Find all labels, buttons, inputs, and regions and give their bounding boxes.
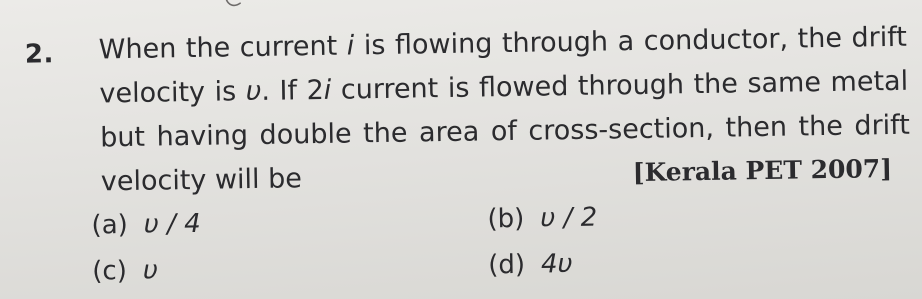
question-line-3: but having double the area of cross-section, then the drift	[99, 109, 911, 154]
option-d[interactable]	[488, 249, 573, 280]
question-line-1: When the current i is flowing through a conductor, the drift	[98, 21, 908, 66]
exam-source: [Kerala PET 2007]	[632, 154, 893, 188]
question-line-4: velocity will be	[100, 163, 303, 198]
option-c-label: (c)	[92, 256, 128, 287]
question-number: 2.	[24, 39, 55, 70]
option-d-value: 4υ	[540, 249, 573, 280]
option-c[interactable]	[92, 256, 158, 287]
option-a[interactable]	[91, 209, 201, 241]
question-line-2: velocity is υ. If 2i current is flowed through the same metal	[99, 65, 909, 110]
option-d-label: (d)	[487, 249, 526, 281]
option-b-value: υ / 2	[540, 202, 598, 234]
option-a-label: (a)	[91, 210, 129, 241]
option-c-value: υ	[142, 255, 159, 286]
option-b-label: (b)	[487, 203, 525, 235]
option-b[interactable]	[487, 203, 597, 235]
pencil-mark	[222, 0, 252, 11]
option-a-value: υ / 4	[143, 208, 201, 240]
